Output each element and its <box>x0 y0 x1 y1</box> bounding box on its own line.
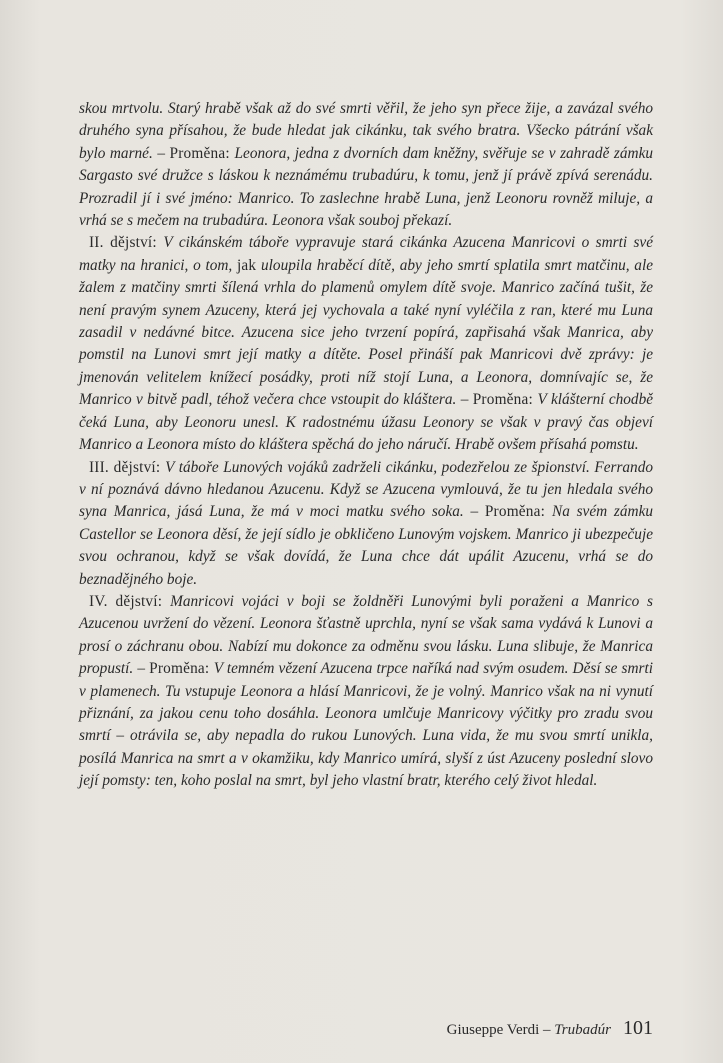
section-label: Proměna: <box>484 503 553 521</box>
synopsis-text <box>79 98 653 793</box>
text-run: V klášterní chodbě čeká Luna, aby Leonoru unesl. K radostnému úžasu Leonory se však v pravý čas objeví Manrico a Leonora místo do kláštera spěchá do jeho náručí. Hrabě ovšem přísahá pomstu. <box>79 391 654 454</box>
section-label: II. dějství: <box>89 234 164 252</box>
text-run: Na svém zámku Castellor se Leonora děsí, že její sídlo je obkličeno Lunovým vojskem. Manrico ji ubezpečuje svou ochranou, když se však dovídá, že Luna chce dát upálit Azucenu, vrhá se do beznadějného boje. <box>79 503 654 588</box>
paragraph-act-3 <box>79 457 653 591</box>
section-label: Proměna: <box>149 660 214 678</box>
section-label: Proměna: <box>169 144 235 162</box>
footer-title: Trubadúr <box>554 1022 611 1038</box>
text-run: V táboře Lunových vojáků zadrželi cikánku, podezřelou ze špionství. Ferrando v ní poznává dávno hledanou Azucenu. Když se Azucena vymlouvá, že tu jen hledala svého syna Manrica, jásá Luna, že má v moci matku svého soka. – <box>79 458 653 521</box>
text-run: Manricovi vojáci v boji se žoldněři Lunovými byli poraženi a Manrico s Azucenou uvržení do vězení. Leonora šťastně uprchla, nyní se však sama vydává k Lunovi a prosí o záchranu obou. Nabízí mu dokonce za odměnu svou lásku. Luna slibuje, že Manrica propustí. – <box>79 592 654 678</box>
running-footer <box>447 1017 653 1040</box>
section-label: III. dějství: <box>89 458 166 476</box>
footer-author: Giuseppe Verdi <box>446 1022 540 1038</box>
section-label: IV. dějství: <box>89 592 171 610</box>
section-label: jak <box>236 256 257 274</box>
text-run: V temném vězení Azucena trpce naříká nad svým osudem. Děsí se smrti v plamenech. Tu vstupuje Leonora a hlásí Manricovi, že je volný. Manrico však na ni vynutí přiznání, za jakou cenu toho dosáhla. Leonora umlčuje Manricovy výčitky pro zradu svou smrtí – otrávila se, aby nepadla do rukou Lunových. Luna vida, že mu svou smrtí unikla, posílá Manrica na smrt a v okamžiku, kdy Manrico umírá, slyší z úst Azuceny poslední slovo její pomsty: ten, koho poslal na smrt, byl jeho vlastní bratr, kterého celý život hledal. <box>79 660 654 790</box>
text-run: Leonora, jedna z dvorních dam kněžny, svěřuje se v zahradě zámku Sargasto své družce s láskou k neznámému trubadúru, k tomu, jenž jí právě zpívá serenádu. Prozradil jí i své jméno: Manrico. To zaslechne hrabě Luna, jenž Leonoru rovněž miluje, a vrhá se s mečem na trubadúra. Leonora však souboj překazí. <box>79 144 654 230</box>
paragraph-act-2 <box>79 232 653 456</box>
page-number: 101 <box>623 1017 653 1039</box>
text-run: uloupila hraběcí dítě, aby jeho smrtí splatila smrt matčinu, ale žalem z matčiny smrti šílená vrhla do plamenů omylem dítě svoje. Manrico začíná tušit, že není pravým synem Azuceny, která jej vychovala a také nyní vyléčila z ran, které mu Luna zasadil v nedávné bitce. Azucena sice jeho tvrzení popírá, zapřisahá však Manrica, aby pomstil na Lunovi smrt její matky a dítěte. Posel přináší pak Manricovi dvě zprávy: je jmenován velitelem knížecí posádky, proti níž stojí Luna, a Leonora, domnívajíc se, že Manrico v bitvě padl, téhož večera chce vstoupit do kláštera. – <box>79 256 653 409</box>
paragraph-act-4 <box>79 591 653 793</box>
text-run: skou mrtvolu. Starý hrabě však až do své smrti věřil, že jeho syn přece žije, a zavázal svého druhého syna přísahou, že bude hledat jak cikánku, tak svého bratra. Všecko pátrání však bylo marné. – <box>79 100 653 162</box>
section-label: Proměna: <box>472 391 538 409</box>
text-run: V cikánském táboře vypravuje stará cikánka Azucena Manricovi o smrti své matky na hranici, o tom, <box>79 234 653 274</box>
paragraph-act-1-continued <box>79 98 653 232</box>
footer-separator: – <box>539 1022 555 1038</box>
